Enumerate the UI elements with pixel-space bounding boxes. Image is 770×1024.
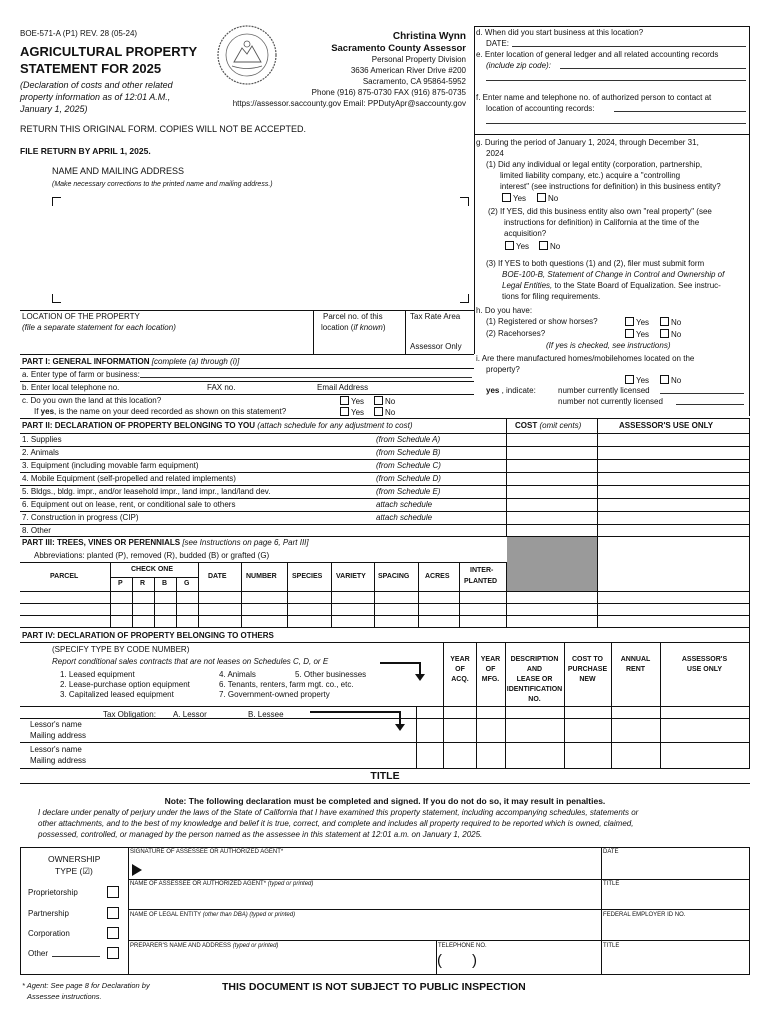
question-e-line1: e. Enter location of general ledger and all related accounting records (476, 50, 719, 59)
telephone-label: TELEPHONE NO. (438, 943, 487, 949)
farm-type-input[interactable] (140, 377, 472, 378)
name-mailing-label: NAME AND MAILING ADDRESS (52, 166, 185, 176)
checkbox[interactable] (625, 317, 634, 326)
return-original-notice: RETURN THIS ORIGINAL FORM. COPIES WILL NOT BE ACCEPTED. (20, 124, 307, 134)
division: Personal Property Division (371, 55, 466, 64)
legal-entity-field[interactable] (130, 920, 598, 938)
ownership-label: OWNERSHIP (48, 854, 101, 864)
question-i-line2: property? (486, 365, 520, 374)
parcel-label-1: Parcel no. of this (323, 312, 383, 321)
declaration-text-3: possessed, controlled, or managed by the person named as the assessee in this statement at 12:01 a.m. on January 1, 2025. (38, 830, 483, 839)
question-h: h. Do you have: (476, 306, 533, 315)
table-row-divider (20, 459, 750, 460)
subtitle-line3: January 1, 2025) (20, 104, 88, 114)
part2-row-label: 5. Bldgs., bldg. impr., and/or leasehold impr., land impr., land/land dev. (22, 487, 271, 496)
declaration-title: TITLE (370, 770, 400, 782)
g2-no-option[interactable]: No (539, 241, 560, 251)
phone-fax: Phone (916) 875-0730 FAX (916) 875-0735 (311, 88, 466, 97)
question-g1-line1: (1) Did any individual or legal entity (corporation, partnership, (486, 160, 703, 169)
part2-row-label: 2. Animals (22, 448, 59, 457)
signature-field[interactable] (140, 858, 595, 878)
preparer-label: PREPARER'S NAME AND ADDRESS (typed or printed) (130, 943, 279, 949)
question-g-line2: 2024 (486, 149, 504, 158)
i-no-option[interactable]: No (660, 375, 681, 385)
mailing-address-label: Mailing address (30, 731, 87, 740)
h1-no-option[interactable]: No (660, 317, 681, 327)
interplanted-header-2: PLANTED (464, 578, 498, 585)
col-r: R (140, 580, 146, 587)
location-note: (file a separate statement for each location) (22, 323, 176, 332)
arrow-right-icon (380, 660, 436, 682)
lessor-name-label: Lessor's name (30, 745, 82, 754)
h2-no-option[interactable]: No (660, 329, 681, 339)
part4-title: PART IV: DECLARATION OF PROPERTY BELONGING TO OTHERS (22, 631, 274, 640)
contact-person-input[interactable] (614, 111, 746, 112)
question-g3-line1: (3) If YES to both questions (1) and (2), filer must submit form (486, 259, 705, 268)
partnership-checkbox[interactable] (107, 907, 119, 919)
table-row-divider (20, 511, 750, 512)
table-row-divider (20, 433, 750, 434)
question-g2-line2: instructions for definition) in California at the time of the (504, 218, 700, 227)
declaration-text-2: other attachments, and to the best of my knowledge and belief it is true, correct, and complete and includes all property required to be reported which is owned, claimed, (38, 819, 634, 828)
number-col-header: NUMBER (246, 573, 277, 580)
table-row-divider (20, 498, 750, 499)
checkbox[interactable] (660, 375, 669, 384)
form-id: BOE-571-A (P1) REV. 28 (05-24) (20, 29, 138, 38)
name-mailing-note: (Make necessary corrections to the printed name and mailing address.) (52, 181, 273, 188)
annual-rent-header: ANNUAL RENT (620, 656, 651, 673)
part1-title: PART I: GENERAL INFORMATION [complete (a) through (i)] (22, 357, 240, 366)
g1-yes-option[interactable]: Yes (502, 193, 526, 203)
other-label: Other (28, 949, 49, 958)
tax-obligation-lessee: B. Lessee (248, 710, 284, 719)
table-row-divider (20, 485, 750, 486)
fein-field[interactable] (603, 920, 747, 938)
col-p: P (118, 580, 123, 587)
checkbox[interactable] (660, 317, 669, 326)
question-g3-line3: Legal Entities, to the State Board of Equalization. See instruc- (502, 281, 721, 290)
form-title-line1: AGRICULTURAL PROPERTY (20, 44, 198, 59)
fein-label: FEDERAL EMPLOYER ID NO. (603, 912, 686, 918)
assessor-title: Sacramento County Assessor (331, 43, 466, 54)
question-f-line1: f. Enter name and telephone no. of authorized person to contact at (476, 93, 712, 102)
lessor-name-label: Lessor's name (30, 720, 82, 729)
part2-row-label: 6. Equipment out on lease, rent, or conditional sale to others (22, 500, 236, 509)
question-g2-line1: (2) If YES, did this business entity also own "real property" (see (488, 207, 712, 216)
question-i-line1: i. Are there manufactured homes/mobilehomes located on the (476, 354, 695, 363)
part2-row-schedule: (from Schedule A) (376, 435, 441, 444)
not-public-notice: THIS DOCUMENT IS NOT SUBJECT TO PUBLIC INSPECTION (222, 981, 526, 993)
part2-row-label: 7. Construction in progress (CIP) (22, 513, 139, 522)
start-date-input[interactable] (512, 46, 746, 47)
description-header: DESCRIPTION AND LEASE OR IDENTIFICATION NO. (506, 656, 563, 703)
subtitle-line2: property information as of 12:01 A.M., (20, 92, 171, 102)
question-g3-line4: tions for filing requirements. (502, 292, 601, 301)
c1-no-option[interactable]: No (374, 396, 395, 406)
mailing-address-label: Mailing address (30, 756, 87, 765)
part3-abbrev: Abbreviations: planted (P), removed (R), budded (B) or grafted (G) (34, 551, 270, 560)
checkbox[interactable] (505, 241, 514, 250)
code-7: 7. Government-owned property (219, 690, 330, 699)
checkbox[interactable] (539, 241, 548, 250)
ledger-location-input-2[interactable] (486, 80, 746, 81)
declaration-note: Note: The following declaration must be completed and signed. If you do not do so, it may result in penalties. (164, 796, 606, 806)
part2-row-label: 3. Equipment (including movable farm equipment) (22, 461, 199, 470)
part2-row-schedule: attach schedule (376, 500, 433, 509)
col-b: B (162, 580, 168, 587)
preparer-field[interactable] (130, 951, 433, 972)
assessor-name: Christina Wynn (392, 31, 466, 42)
part2-title: PART II: DECLARATION OF PROPERTY BELONGING TO YOU (attach schedule for any adjustment to cost) (22, 421, 413, 430)
year-mfg-header: YEAR OF MFG. (480, 656, 501, 683)
email-label: Email Address (317, 383, 369, 392)
question-g1-line3: interest" (see instructions for definition) in this business entity? (500, 182, 721, 191)
ledger-location-input[interactable] (560, 68, 746, 69)
assessor-only-label: Assessor Only (410, 342, 462, 351)
part1-b: b. Enter local telephone no. (22, 383, 120, 392)
address-window-corner (460, 294, 469, 303)
checkbox[interactable] (660, 329, 669, 338)
cost-input[interactable] (508, 512, 595, 523)
name-agent-label: NAME OF ASSESSEE OR AUTHORIZED AGENT* (typed or printed) (130, 881, 314, 887)
proprietorship-checkbox[interactable] (107, 886, 119, 898)
agent-footnote-1: * Agent: See page 8 for Declaration by (22, 981, 150, 990)
h1-yes-option[interactable]: Yes (625, 317, 649, 327)
interplanted-header-1: INTER- (470, 567, 494, 574)
agent-footnote-2: Assessee instructions. (27, 992, 102, 1001)
part2-row-label: 8. Other (22, 526, 51, 535)
part1-c1: c. Do you own the land at this location? (22, 396, 162, 405)
part1-a: a. Enter type of farm or business: (22, 370, 140, 379)
acres-col-header: ACRES (425, 573, 450, 580)
date-col-header: DATE (208, 573, 227, 580)
assessor-use-only-header: ASSESSOR'S USE ONLY (681, 656, 728, 673)
signature-label: SIGNATURE OF ASSESSEE OR AUTHORIZED AGENT* (130, 849, 284, 855)
code-5: 5. Other businesses (295, 670, 367, 679)
agent-name-field[interactable] (130, 889, 598, 907)
code-4: 4. Animals (219, 670, 256, 679)
part2-row-schedule: (from Schedule E) (376, 487, 441, 496)
other-checkbox[interactable] (107, 947, 119, 959)
checkbox[interactable] (340, 407, 349, 416)
address-window-corner (52, 294, 61, 303)
title-field[interactable] (603, 889, 747, 907)
contact-person-input-2[interactable] (486, 123, 746, 124)
cost-input[interactable] (508, 525, 595, 536)
g1-no-option[interactable]: No (537, 193, 558, 203)
variety-col-header: VARIETY (336, 573, 366, 580)
declaration-text-1: I declare under penalty of perjury under the laws of the State of California that I have examined this property statement, including accompanying schedules, statements or (38, 808, 639, 817)
proprietorship-label: Proprietorship (28, 888, 78, 897)
checkbox[interactable] (502, 193, 511, 202)
county-seal-icon (216, 24, 278, 86)
cost-input[interactable] (508, 447, 595, 458)
address-line1: 3636 American River Drive #200 (350, 66, 466, 75)
shaded-area (507, 537, 597, 592)
question-d-date-label: DATE: (486, 39, 509, 48)
legal-entity-label: NAME OF LEGAL ENTITY (other than DBA) (typed or printed) (130, 912, 296, 918)
cost-purchase-header: COST TO PURCHASE NEW (567, 656, 608, 683)
licensed-label: number currently licensed (558, 386, 650, 395)
form-title-line2: STATEMENT FOR 2025 (20, 61, 162, 76)
tax-rate-area-label: Tax Rate Area (410, 312, 461, 321)
checkbox[interactable] (374, 396, 383, 405)
fax-label: FAX no. (207, 383, 236, 392)
cost-input[interactable] (508, 499, 595, 510)
question-e-line2: (include zip code): (486, 61, 551, 70)
h2-yes-option[interactable]: Yes (625, 329, 649, 339)
parcel-label-2: location (if known) (321, 323, 386, 332)
part2-row-label: 1. Supplies (22, 435, 62, 444)
date-label: DATE (603, 849, 619, 855)
spacing-col-header: SPACING (378, 573, 410, 580)
not-licensed-count-input[interactable] (676, 404, 744, 405)
part2-row-schedule: (from Schedule D) (376, 474, 441, 483)
part2-row-schedule: (from Schedule C) (376, 461, 441, 470)
parcel-col-header: PARCEL (50, 573, 79, 580)
other-type-input[interactable] (52, 956, 100, 957)
tax-obligation-lessor: A. Lessor (173, 710, 207, 719)
g2-yes-option[interactable]: Yes (505, 241, 529, 251)
table-row-divider (20, 524, 750, 525)
col-g: G (184, 580, 190, 587)
check-one-header: CHECK ONE (131, 566, 174, 573)
part2-row-schedule: attach schedule (376, 513, 433, 522)
arrow-right-icon (310, 708, 410, 732)
i-yes-option[interactable]: Yes (625, 375, 649, 385)
address-window-corner (52, 197, 61, 206)
question-i-if-yes: yes , indicate: (486, 386, 536, 395)
species-col-header: SPECIES (292, 573, 323, 580)
telephone-field[interactable]: ( ) (437, 952, 477, 969)
part3-title: PART III: TREES, VINES OR PERENNIALS [see Instructions on page 6, Part III] (22, 538, 309, 547)
cost-input[interactable] (508, 460, 595, 471)
checkbox[interactable] (537, 193, 546, 202)
table-row-divider (20, 472, 750, 473)
ownership-type-label: TYPE (☑) (55, 866, 93, 876)
c2-yes-option[interactable]: Yes (340, 407, 364, 417)
part2-row-label: 4. Mobile Equipment (self-propelled and related implements) (22, 474, 236, 483)
location-label: LOCATION OF THE PROPERTY (22, 312, 140, 321)
cost-header: COST (omit cents) (515, 421, 582, 430)
c2-no-option[interactable]: No (374, 407, 395, 417)
code-3: 3. Capitalized leased equipment (60, 690, 174, 699)
web-email: https://assessor.saccounty.gov Email: PPDutyApr@saccounty.gov (232, 99, 466, 108)
licensed-count-input[interactable] (660, 393, 744, 394)
title-label: TITLE (603, 881, 620, 887)
cost-input[interactable] (508, 434, 595, 445)
code-1: 1. Leased equipment (60, 670, 135, 679)
question-f-line2: location of accounting records: (486, 104, 595, 113)
question-g2-line3: acquisition? (504, 229, 547, 238)
c1-yes-option[interactable]: Yes (340, 396, 364, 406)
assessor-use-header: ASSESSOR'S USE ONLY (619, 421, 714, 430)
part1-c2: If yes, is the name on your deed recorded as shown on this statement? (34, 407, 287, 416)
corporation-label: Corporation (28, 929, 70, 938)
checkbox[interactable] (625, 329, 634, 338)
table-row-divider (20, 446, 750, 447)
part2-row-schedule: (from Schedule B) (376, 448, 441, 457)
address-line2: Sacramento, CA 95864-5952 (362, 77, 466, 86)
subtitle-line1: (Declaration of costs and other related (20, 80, 173, 90)
checkbox[interactable] (340, 396, 349, 405)
address-window-corner (460, 197, 469, 206)
preparer-title-field[interactable] (603, 951, 747, 972)
checkbox[interactable] (374, 407, 383, 416)
part4-specify: (SPECIFY TYPE BY CODE NUMBER) (52, 645, 190, 654)
year-acq-header: YEAR OF ACQ. (450, 656, 470, 683)
date-field[interactable] (603, 858, 747, 878)
question-g3-line2: BOE-100-B, Statement of Change in Control and Ownership of (502, 270, 725, 279)
question-h2: (2) Racehorses? (486, 329, 546, 338)
cost-input[interactable] (508, 486, 595, 497)
part4-report: Report conditional sales contracts that are not leases on Schedules C, D, or E (52, 657, 329, 666)
file-return-by: FILE RETURN BY APRIL 1, 2025. (20, 146, 151, 156)
corporation-checkbox[interactable] (107, 927, 119, 939)
partnership-label: Partnership (28, 909, 69, 918)
not-licensed-label: number not currently licensed (558, 397, 663, 406)
code-2: 2. Lease-purchase option equipment (60, 680, 190, 689)
question-g1-line2: limited liability company, etc.) acquire a "controlling (500, 171, 681, 180)
question-d: d. When did you start business at this location? (476, 28, 644, 37)
question-h1: (1) Registered or show horses? (486, 317, 598, 326)
code-6: 6. Tenants, renters, farm mgt. co., etc. (219, 680, 354, 689)
checkbox[interactable] (625, 375, 634, 384)
title-label: TITLE (603, 943, 620, 949)
tax-obligation-label: Tax Obligation: (103, 710, 156, 719)
question-h-note: (If yes is checked, see instructions) (546, 341, 671, 350)
question-g-line1: g. During the period of January 1, 2024, through December 31, (476, 138, 699, 147)
cost-input[interactable] (508, 473, 595, 484)
